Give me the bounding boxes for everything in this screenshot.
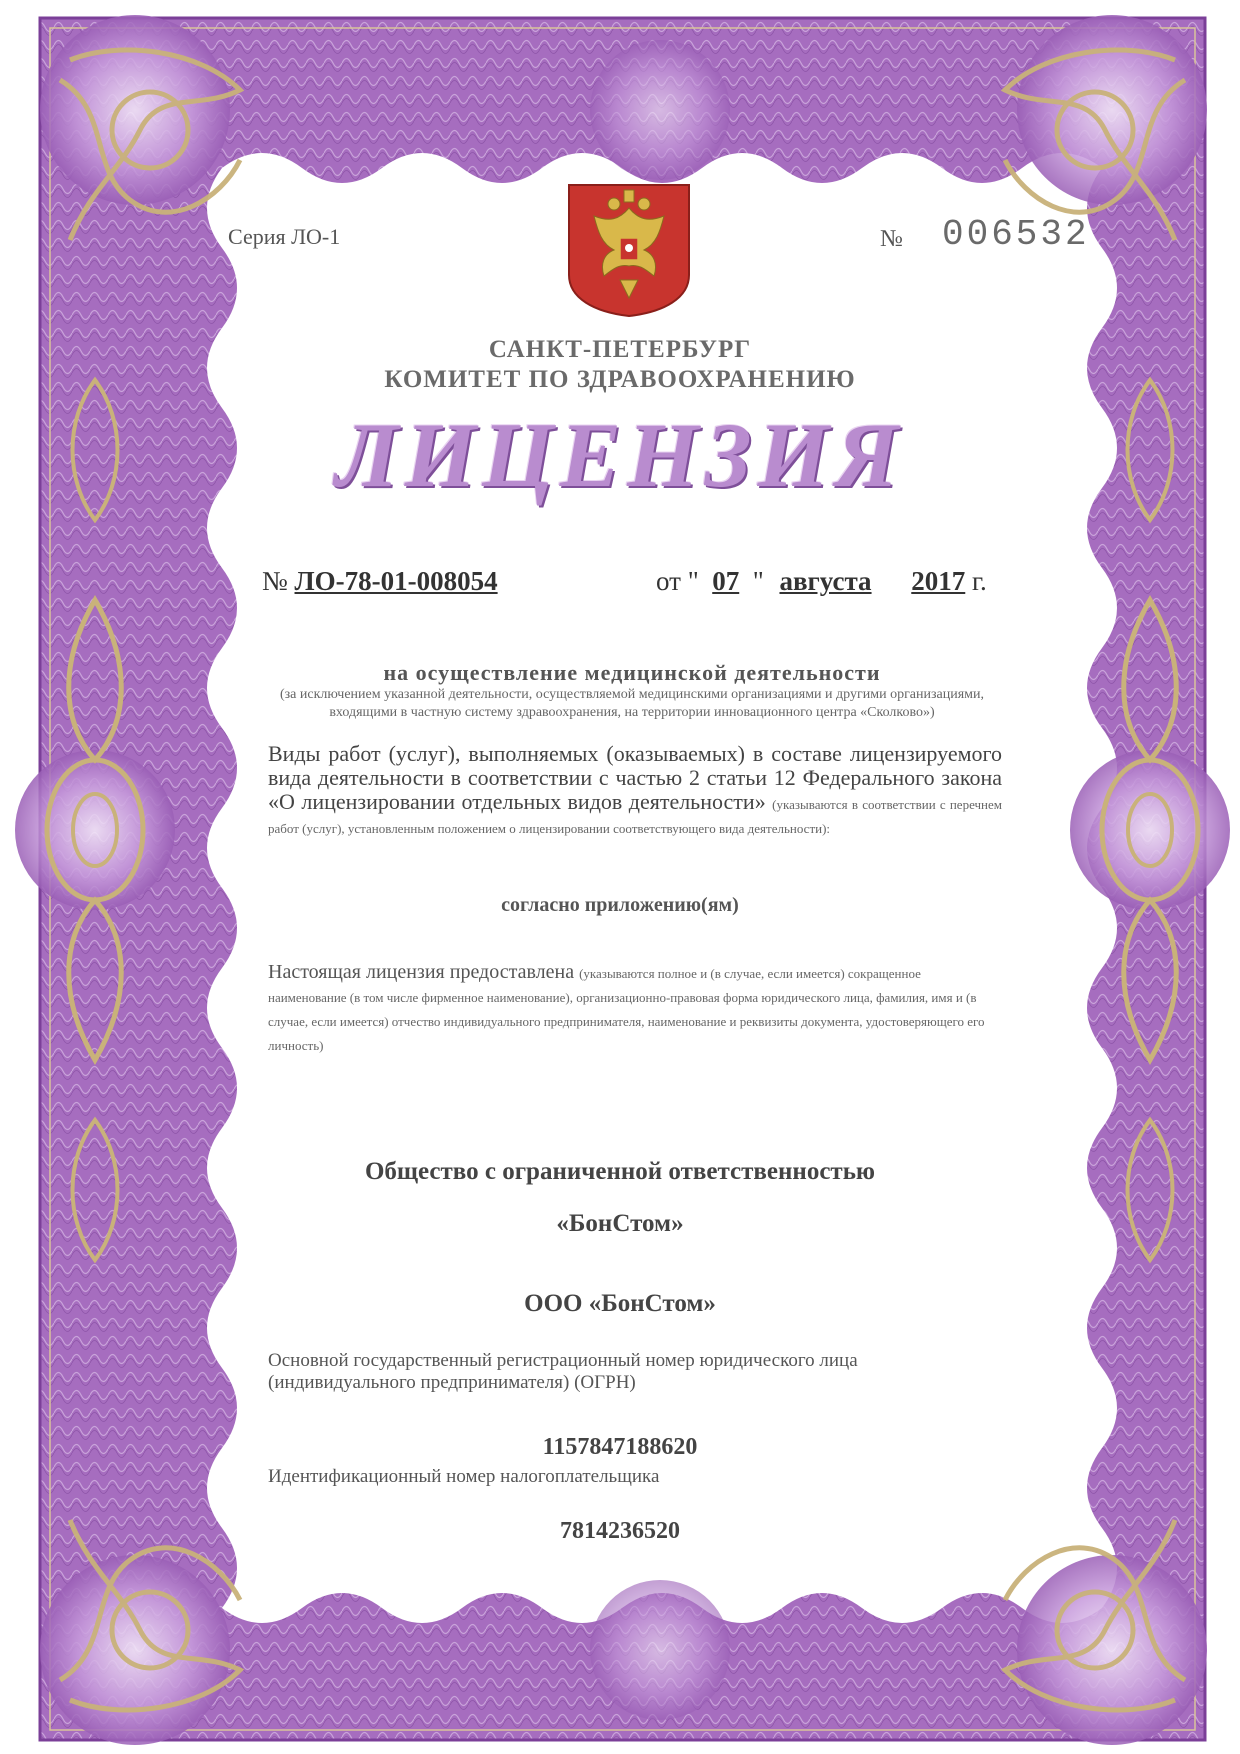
works-text: Виды работ (услуг), выполняемых (оказываемых) в составе лицензируемого вида деятельности в соответствии с частью 2 статьи 12 Федерального закона «О лицензировании отдельных видов деятельности»: [268, 741, 1002, 814]
blank-number-sign: №: [880, 226, 903, 252]
blank-number: 006532: [942, 214, 1090, 255]
license-number-line: [262, 566, 498, 597]
coat-of-arms-icon: [564, 180, 694, 320]
org-legal-form: Общество с ограниченной ответственностью: [364, 1158, 876, 1185]
document-title: ЛИЦЕНЗИЯ: [335, 404, 905, 506]
granted-note: (указываются полное и (в случае, если имеется) сокращенное наименование (в том числе фирменное наименование), организационно-правовая форма юридического лица, фамилия, имя и (в случае, если имеется) отчество индивидуального предпринимателя, наименование и реквизиты документа, удостоверяющего его личность): [268, 966, 985, 1053]
license-number: ЛО-78-01-008054: [294, 566, 498, 596]
works-note: (указываются в соответствии с перечнем работ (услуг), установленным положением о лицензировании соответствующего вида деятельности):: [268, 797, 1003, 836]
series-label: Серия ЛО-1: [228, 224, 341, 249]
date-day: 07: [712, 566, 740, 596]
activity-note: (за исключением указанной деятельности, осуществляемой медицинскими организациями и другими организациями, входящими в частную систему здравоохранения, на территории инновационного центра «Сколково»): [279, 687, 985, 720]
date-month: августа: [779, 566, 872, 596]
org-name: «БонСтом»: [556, 1210, 684, 1237]
according-to-appendix: согласно приложению(ям): [501, 894, 739, 916]
works-paragraph: [268, 742, 1002, 838]
ogrn-label: Основной государственный регистрационный номер юридического лица (индивидуального предпринимателя) (ОГРН): [268, 1350, 858, 1393]
activity-type: на осуществление медицинской деятельности: [383, 660, 881, 685]
inn-label: Идентификационный номер налогоплательщика: [268, 1466, 660, 1487]
issuer-city: САНКТ-ПЕТЕРБУРГ: [488, 336, 752, 363]
org-short-name: ООО «БонСтом»: [524, 1290, 716, 1317]
issuer-committee: КОМИТЕТ ПО ЗДРАВООХРАНЕНИЮ: [384, 366, 856, 393]
granted-text: Настоящая лицензия предоставлена: [268, 961, 575, 983]
date-prefix: от: [656, 566, 681, 596]
date-year: 2017: [911, 566, 966, 596]
license-number-sign: №: [262, 566, 288, 596]
date-suffix: г.: [972, 566, 987, 596]
inn-value: 7814236520: [560, 1518, 680, 1544]
granted-paragraph: [268, 960, 1002, 1056]
ogrn-value: 1157847188620: [542, 1434, 698, 1460]
license-date-line: от " 07 " августа 2017 г.: [656, 566, 987, 596]
